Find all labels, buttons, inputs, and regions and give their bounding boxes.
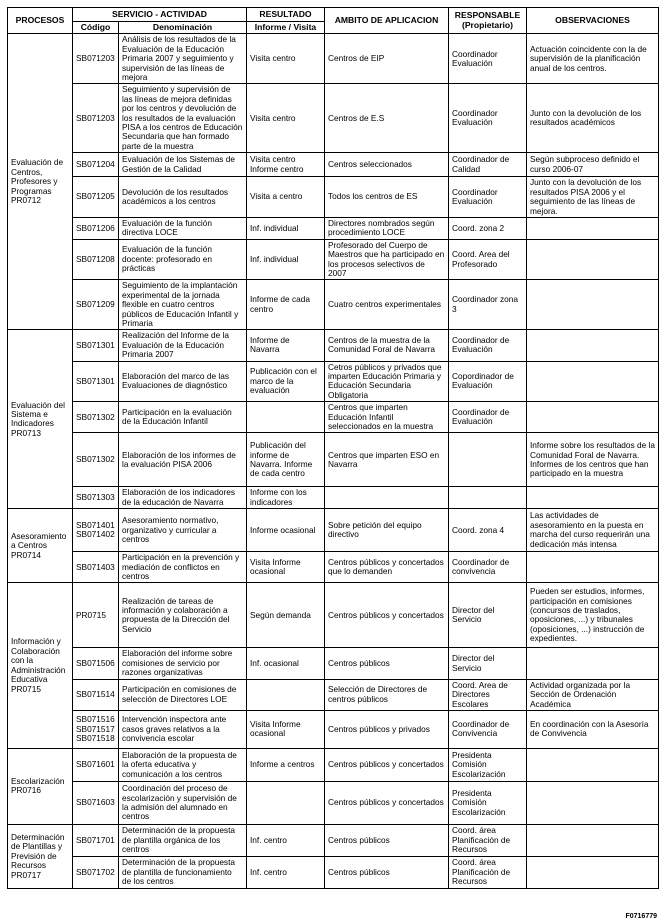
codigo-cell: SB071603 bbox=[73, 781, 119, 824]
resultado-cell: Visita Informe ocasional bbox=[247, 552, 325, 583]
responsable-cell: Coord. Area de Directores Escolares bbox=[449, 679, 527, 710]
ambito-cell: Centros públicos y concertados bbox=[325, 748, 449, 781]
table-row bbox=[8, 280, 659, 330]
responsable-cell: Coordinador zona 3 bbox=[449, 280, 527, 330]
responsable-cell: Coordinador de Evaluación bbox=[449, 330, 527, 361]
observaciones-cell bbox=[527, 856, 659, 888]
responsable-cell: Coord. zona 4 bbox=[449, 509, 527, 552]
codigo-cell: SB071516 SB071517 SB071518 bbox=[73, 710, 119, 748]
denominacion-cell: Seguimiento de la implantación experimental de la jornada flexible en cuatro centros públicos de Educación Infantil y Primaria bbox=[119, 280, 247, 330]
header-observaciones: OBSERVACIONES bbox=[527, 8, 659, 34]
codigo-cell: SB071205 bbox=[73, 177, 119, 218]
table-row bbox=[8, 84, 659, 153]
proceso-cell: Evaluación del Sistema e Indicadores PR0713 bbox=[8, 330, 73, 509]
ambito-cell: Selección de Directores de centros públicos bbox=[325, 679, 449, 710]
actividades-table bbox=[7, 7, 659, 889]
denominacion-cell: Elaboración del informe sobre comisiones de servicio por razones organizativas bbox=[119, 648, 247, 679]
codigo-cell: SB071203 bbox=[73, 34, 119, 84]
denominacion-cell: Evaluación de la función directiva LOCE bbox=[119, 217, 247, 239]
header-servicio: SERVICIO - ACTIVIDAD bbox=[73, 8, 247, 22]
table-row bbox=[8, 402, 659, 433]
codigo-cell: SB071208 bbox=[73, 239, 119, 280]
resultado-cell: Según demanda bbox=[247, 583, 325, 648]
table-row bbox=[8, 583, 659, 648]
ambito-cell: Centros seleccionados bbox=[325, 153, 449, 177]
resultado-cell: Inf. ocasional bbox=[247, 648, 325, 679]
observaciones-cell: Pueden ser estudios, informes, participación en comisiones (concursos de traslados, oposiciones, ...) y tribunales (oposiciones, ...) instrucción de expedientes. bbox=[527, 583, 659, 648]
observaciones-cell bbox=[527, 361, 659, 402]
resultado-cell: Visita centro bbox=[247, 84, 325, 153]
ambito-cell: Directores nombrados según procedimiento LOCE bbox=[325, 217, 449, 239]
responsable-cell: Coordinador de convivencia bbox=[449, 552, 527, 583]
table-row bbox=[8, 509, 659, 552]
resultado-cell bbox=[247, 402, 325, 433]
observaciones-cell bbox=[527, 748, 659, 781]
table-row bbox=[8, 217, 659, 239]
observaciones-cell: Junto con la devolución de los resultados académicos bbox=[527, 84, 659, 153]
ambito-cell: Profesorado del Cuerpo de Maestros que ha participado en los procesos selectivos de 2007 bbox=[325, 239, 449, 280]
proceso-cell: Escolarización PR0716 bbox=[8, 748, 73, 824]
denominacion-cell: Evaluación de los Sistemas de Gestión de la Calidad bbox=[119, 153, 247, 177]
responsable-cell: Director del Servicio bbox=[449, 648, 527, 679]
denominacion-cell: Determinación de la propuesta de plantilla de funcionamiento de los centros bbox=[119, 856, 247, 888]
observaciones-cell: Actuación coincidente con la de supervisión de la planificación anual de los centros. bbox=[527, 34, 659, 84]
codigo-cell: SB071401 SB071402 bbox=[73, 509, 119, 552]
denominacion-cell: Elaboración del marco de las Evaluaciones de diagnóstico bbox=[119, 361, 247, 402]
header-resultado: RESULTADO bbox=[247, 8, 325, 22]
codigo-cell: SB071203 bbox=[73, 84, 119, 153]
resultado-cell: Inf. centro bbox=[247, 824, 325, 856]
ambito-cell: Cetros públicos y privados que imparten Educación Primaria y Educación Secundaria Obligatoria bbox=[325, 361, 449, 402]
ambito-cell: Centros de la muestra de la Comunidad Foral de Navarra bbox=[325, 330, 449, 361]
denominacion-cell: Elaboración de la propuesta de la oferta educativa y comunicación a los centros bbox=[119, 748, 247, 781]
table-row bbox=[8, 710, 659, 748]
denominacion-cell: Participación en la prevención y mediación de conflictos en centros bbox=[119, 552, 247, 583]
table-row bbox=[8, 330, 659, 361]
observaciones-cell bbox=[527, 781, 659, 824]
observaciones-cell bbox=[527, 330, 659, 361]
resultado-cell bbox=[247, 781, 325, 824]
responsable-cell: Coordinador de Calidad bbox=[449, 153, 527, 177]
responsable-cell: Coordinador de Evaluación bbox=[449, 402, 527, 433]
resultado-cell: Inf. individual bbox=[247, 217, 325, 239]
codigo-cell: PR0715 bbox=[73, 583, 119, 648]
table-row bbox=[8, 239, 659, 280]
table-row bbox=[8, 856, 659, 888]
resultado-cell: Informe de Navarra bbox=[247, 330, 325, 361]
responsable-cell: Coord. área Planificación de Recursos bbox=[449, 856, 527, 888]
observaciones-cell: Informe sobre los resultados de la Comunidad Foral de Navarra. Informes de los centros que han participado en la muestra bbox=[527, 433, 659, 487]
ambito-cell: Centros públicos bbox=[325, 856, 449, 888]
header-informe-visita: Informe / Visita bbox=[247, 22, 325, 34]
denominacion-cell: Realización de tareas de información y colaboración a propuesta de la Dirección del Servicio bbox=[119, 583, 247, 648]
proceso-cell: Determinación de Plantillas y Previsión de Recursos PR0717 bbox=[8, 824, 73, 888]
denominacion-cell: Elaboración de los informes de la evaluación PISA 2006 bbox=[119, 433, 247, 487]
ambito-cell: Centros públicos y concertados bbox=[325, 781, 449, 824]
resultado-cell: Publicación del informe de Navarra. Informe de cada centro bbox=[247, 433, 325, 487]
table-row bbox=[8, 824, 659, 856]
denominacion-cell: Evaluación de la función docente: profesorado en prácticas bbox=[119, 239, 247, 280]
observaciones-cell: Según subproceso definido el curso 2006-07 bbox=[527, 153, 659, 177]
responsable-cell: Coord. zona 2 bbox=[449, 217, 527, 239]
denominacion-cell: Intervención inspectora ante casos graves relativos a la convivencia escolar bbox=[119, 710, 247, 748]
table-row bbox=[8, 748, 659, 781]
proceso-cell: Evaluación de Centros, Profesores y Programas PR0712 bbox=[8, 34, 73, 330]
codigo-cell: SB071209 bbox=[73, 280, 119, 330]
responsable-cell: Director del Servicio bbox=[449, 583, 527, 648]
observaciones-cell bbox=[527, 552, 659, 583]
codigo-cell: SB071302 bbox=[73, 433, 119, 487]
table-row bbox=[8, 361, 659, 402]
observaciones-cell bbox=[527, 487, 659, 509]
codigo-cell: SB071403 bbox=[73, 552, 119, 583]
responsable-cell bbox=[449, 433, 527, 487]
resultado-cell: Informe a centros bbox=[247, 748, 325, 781]
codigo-cell: SB071303 bbox=[73, 487, 119, 509]
ambito-cell: Todos los centros de ES bbox=[325, 177, 449, 218]
codigo-cell: SB071301 bbox=[73, 330, 119, 361]
resultado-cell: Visita a centro bbox=[247, 177, 325, 218]
ambito-cell: Centros públicos bbox=[325, 824, 449, 856]
codigo-cell: SB071206 bbox=[73, 217, 119, 239]
denominacion-cell: Asesoramiento normativo, organizativo y curricular a centros bbox=[119, 509, 247, 552]
header-ambito: AMBITO DE APLICACION bbox=[325, 8, 449, 34]
resultado-cell: Informe de cada centro bbox=[247, 280, 325, 330]
codigo-cell: SB071204 bbox=[73, 153, 119, 177]
table-row bbox=[8, 648, 659, 679]
responsable-cell: Presidenta Comisión Escolarización bbox=[449, 748, 527, 781]
codigo-cell: SB071701 bbox=[73, 824, 119, 856]
table-row bbox=[8, 153, 659, 177]
observaciones-cell bbox=[527, 217, 659, 239]
denominacion-cell: Seguimiento y supervisión de las líneas de mejora definidas por los centros y devolución de los resultados de la evaluación PISA a los centros de Educación Secundaria que han formado parte de la muestra bbox=[119, 84, 247, 153]
responsable-cell bbox=[449, 487, 527, 509]
denominacion-cell: Coordinación del proceso de escolarización y supervisión de la admisión del alumnado en centros bbox=[119, 781, 247, 824]
responsable-cell: Coord. Area del Profesorado bbox=[449, 239, 527, 280]
observaciones-cell: En coordinación con la Asesoría de Convivencia bbox=[527, 710, 659, 748]
responsable-cell: Coordinador Evaluación bbox=[449, 84, 527, 153]
denominacion-cell: Análisis de los resultados de la Evaluación de la Educación Primaria 2007 y seguimiento y supervisión de las líneas de mejora bbox=[119, 34, 247, 84]
resultado-cell bbox=[247, 679, 325, 710]
observaciones-cell bbox=[527, 402, 659, 433]
table-row bbox=[8, 487, 659, 509]
table-row bbox=[8, 781, 659, 824]
codigo-cell: SB071514 bbox=[73, 679, 119, 710]
resultado-cell: Inf. individual bbox=[247, 239, 325, 280]
ambito-cell: Sobre petición del equipo directivo bbox=[325, 509, 449, 552]
observaciones-cell: Junto con la devolución de los resultados PISA 2006 y el seguimiento de las líneas de mejora. bbox=[527, 177, 659, 218]
ambito-cell: Centros de EIP bbox=[325, 34, 449, 84]
responsable-cell: Coordinador Evaluación bbox=[449, 34, 527, 84]
codigo-cell: SB071506 bbox=[73, 648, 119, 679]
ambito-cell: Centros de E.S bbox=[325, 84, 449, 153]
responsable-cell: Presidenta Comisión Escolarización bbox=[449, 781, 527, 824]
codigo-cell: SB071702 bbox=[73, 856, 119, 888]
table-body bbox=[8, 34, 659, 889]
denominacion-cell: Participación en la evaluación de la Educación Infantil bbox=[119, 402, 247, 433]
table-row bbox=[8, 177, 659, 218]
observaciones-cell bbox=[527, 648, 659, 679]
denominacion-cell: Elaboración de los indicadores de la educación de Navarra bbox=[119, 487, 247, 509]
resultado-cell: Visita Informe ocasional bbox=[247, 710, 325, 748]
ambito-cell: Centros que imparten ESO en Navarra bbox=[325, 433, 449, 487]
ambito-cell: Centros que imparten Educación Infantil seleccionados en la muestra bbox=[325, 402, 449, 433]
proceso-cell: Asesoramiento a Centros PR0714 bbox=[8, 509, 73, 583]
header-denominacion: Denominación bbox=[119, 22, 247, 34]
resultado-cell: Inf. centro bbox=[247, 856, 325, 888]
responsable-cell: Coordinador de Convivencia bbox=[449, 710, 527, 748]
resultado-cell: Visita centro Informe centro bbox=[247, 153, 325, 177]
header-responsable: RESPONSABLE (Propietario) bbox=[449, 8, 527, 34]
ambito-cell: Centros públicos y concertados bbox=[325, 583, 449, 648]
header-codigo: Código bbox=[73, 22, 119, 34]
codigo-cell: SB071601 bbox=[73, 748, 119, 781]
responsable-cell: Coord. área Planificación de Recursos bbox=[449, 824, 527, 856]
denominacion-cell: Participación en comisiones de selección de Directores LOE bbox=[119, 679, 247, 710]
proceso-cell: Información y Colaboración con la Administración Educativa PR0715 bbox=[8, 583, 73, 748]
responsable-cell: Coordinador Evaluación bbox=[449, 177, 527, 218]
resultado-cell: Informe con los indicadores bbox=[247, 487, 325, 509]
footer-reference: F0716779 bbox=[625, 913, 657, 920]
denominacion-cell: Realización del Informe de la Evaluación de la Educación Primaria 2007 bbox=[119, 330, 247, 361]
table-row bbox=[8, 433, 659, 487]
ambito-cell bbox=[325, 487, 449, 509]
denominacion-cell: Determinación de la propuesta de plantilla orgánica de los centros bbox=[119, 824, 247, 856]
observaciones-cell bbox=[527, 239, 659, 280]
resultado-cell: Visita centro bbox=[247, 34, 325, 84]
observaciones-cell bbox=[527, 280, 659, 330]
observaciones-cell bbox=[527, 824, 659, 856]
table-row bbox=[8, 679, 659, 710]
ambito-cell: Centros públicos bbox=[325, 648, 449, 679]
resultado-cell: Informe ocasional bbox=[247, 509, 325, 552]
responsable-cell: Copordinador de Evaluación bbox=[449, 361, 527, 402]
ambito-cell: Cuatro centros experimentales bbox=[325, 280, 449, 330]
resultado-cell: Publicación con el marco de la evaluación bbox=[247, 361, 325, 402]
denominacion-cell: Devolución de los resultados académicos a los centros bbox=[119, 177, 247, 218]
codigo-cell: SB071302 bbox=[73, 402, 119, 433]
table-row bbox=[8, 552, 659, 583]
header-procesos: PROCESOS bbox=[8, 8, 73, 34]
codigo-cell: SB071301 bbox=[73, 361, 119, 402]
observaciones-cell: Actividad organizada por la Sección de Ordenación Académica bbox=[527, 679, 659, 710]
ambito-cell: Centros públicos y concertados que lo demanden bbox=[325, 552, 449, 583]
ambito-cell: Centros públicos y privados bbox=[325, 710, 449, 748]
observaciones-cell: Las actividades de asesoramiento en la puesta en marcha del curso requerirán una dedicación más intensa bbox=[527, 509, 659, 552]
table-row bbox=[8, 34, 659, 84]
